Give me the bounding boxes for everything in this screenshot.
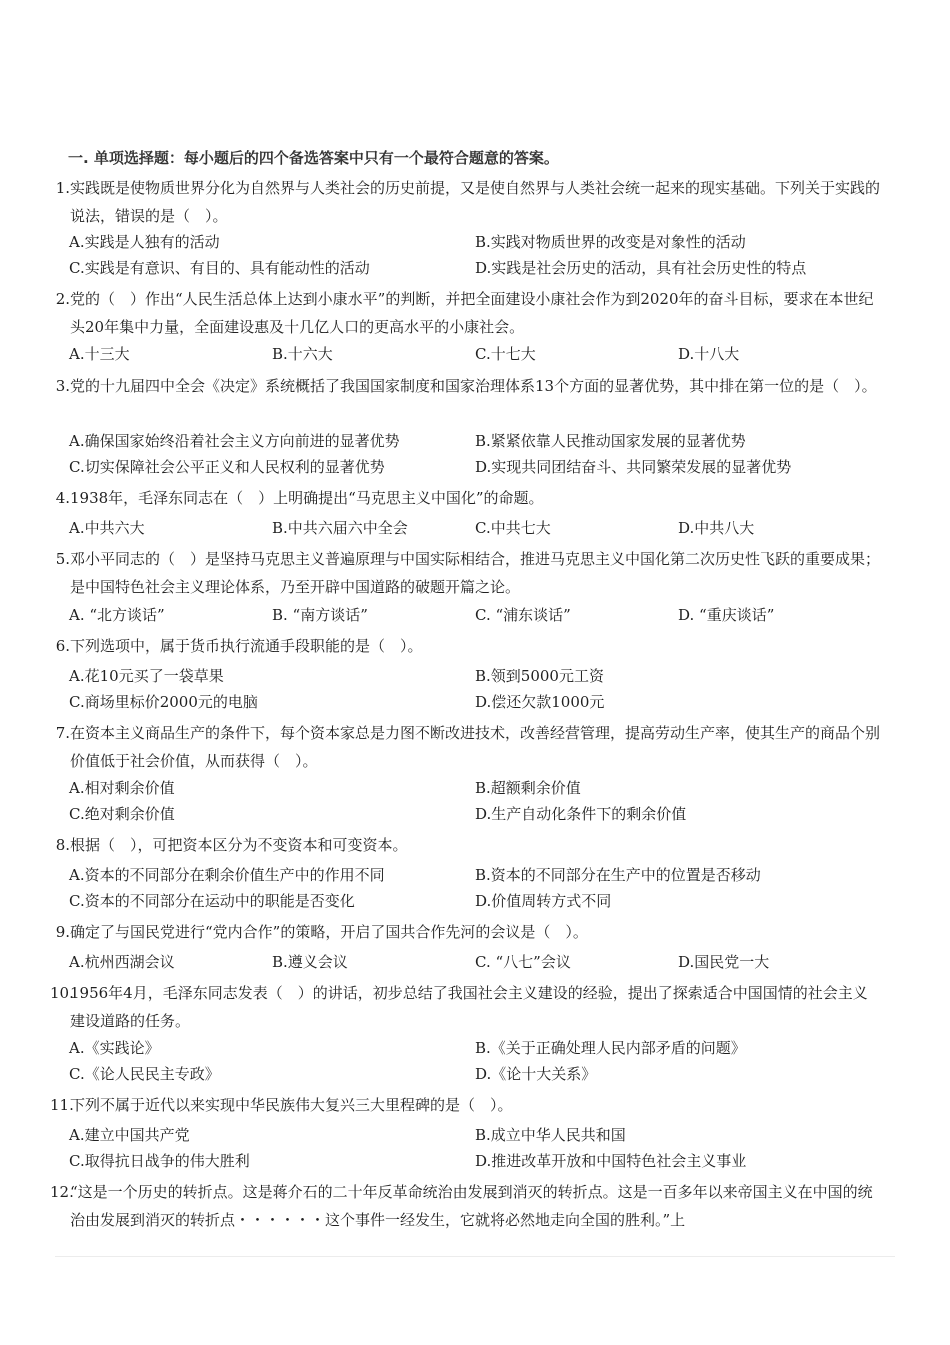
question-text: 下列选项中，属于货币执行流通手段职能的是（ ）。 bbox=[70, 637, 423, 655]
question-text: “这是一个历史的转折点。这是蒋介石的二十年反革命统治由发展到消灭的转折点。这是一百多年以来帝国主义在中国的统治由发展到消灭的转折点・・・・・・这个事件一经发生，它就将必然地走向全国的胜利。”上 bbox=[70, 1183, 873, 1229]
question-text: 在资本主义商品生产的条件下，每个资本家总是力图不断改进技术，改善经营管理，提高劳动生产率，使其生产的商品个别价值低于社会价值，从而获得（ ）。 bbox=[70, 724, 881, 770]
option-a: A.确保国家始终沿着社会主义方向前进的显著优势 bbox=[69, 432, 400, 450]
option-b: B.中共六届六中全会 bbox=[272, 519, 408, 537]
option-c: C.切实保障社会公平正义和人民权利的显著优势 bbox=[69, 458, 385, 476]
question-text: 邓小平同志的（ ）是坚持马克思主义普遍原理与中国实际相结合，推进马克思主义中国化第二次历史性飞跃的重要成果；是中国特色社会主义理论体系，乃至开辟中国道路的破题开篇之论。 bbox=[70, 550, 881, 596]
question-9 bbox=[50, 918, 880, 946]
question-number: 6. bbox=[55, 637, 70, 655]
option-b: B.成立中华人民共和国 bbox=[475, 1126, 626, 1144]
option-c: C.《论人民民主专政》 bbox=[69, 1065, 220, 1083]
option-a: A.《实践论》 bbox=[69, 1039, 160, 1057]
option-a: A.建立中国共产党 bbox=[69, 1126, 190, 1144]
option-b: B.十六大 bbox=[272, 345, 333, 363]
question-7 bbox=[50, 719, 880, 775]
option-a: A.中共六大 bbox=[69, 519, 145, 537]
question-number: 7. bbox=[55, 724, 70, 742]
question-text: 1938年，毛泽东同志在（ ）上明确提出“马克思主义中国化”的命题。 bbox=[70, 489, 544, 507]
option-d: D.推进改革开放和中国特色社会主义事业 bbox=[475, 1152, 747, 1170]
option-b: B.领到5000元工资 bbox=[475, 667, 604, 685]
option-d: D. “重庆谈话” bbox=[678, 606, 775, 624]
option-c: C.十七大 bbox=[475, 345, 536, 363]
question-11 bbox=[50, 1091, 880, 1119]
option-c: C. “浦东谈话” bbox=[475, 606, 571, 624]
option-d: D.偿还欠款1000元 bbox=[475, 693, 605, 711]
option-c: C.商场里标价2000元的电脑 bbox=[69, 693, 258, 711]
option-a: A.相对剩余价值 bbox=[69, 779, 175, 797]
option-d: D.实现共同团结奋斗、共同繁荣发展的显著优势 bbox=[475, 458, 792, 476]
option-b: B.遵义会议 bbox=[272, 953, 348, 971]
question-1 bbox=[50, 174, 880, 230]
question-text: 1956年4月，毛泽东同志发表（ ）的讲话，初步总结了我国社会主义建设的经验，提出了探索适合中国国情的社会主义建设道路的任务。 bbox=[70, 984, 868, 1030]
option-b: B.资本的不同部分在生产中的位置是否移动 bbox=[475, 866, 761, 884]
option-a: A.资本的不同部分在剩余价值生产中的作用不同 bbox=[69, 866, 385, 884]
option-c: C. “八七”会议 bbox=[475, 953, 571, 971]
question-3 bbox=[50, 372, 880, 400]
question-number: 12. bbox=[50, 1183, 74, 1201]
question-2 bbox=[50, 285, 880, 341]
question-number: 2. bbox=[55, 290, 70, 308]
question-text: 确定了与国民党进行“党内合作”的策略，开启了国共合作先河的会议是（ ）。 bbox=[70, 923, 588, 941]
question-6 bbox=[50, 632, 880, 660]
option-d: D.生产自动化条件下的剩余价值 bbox=[475, 805, 687, 823]
question-number: 1. bbox=[55, 179, 70, 197]
question-8 bbox=[50, 831, 880, 859]
option-a: A.杭州西湖会议 bbox=[69, 953, 175, 971]
page-footer-divider bbox=[55, 1256, 895, 1257]
option-d: D.中共八大 bbox=[678, 519, 755, 537]
option-d: D.十八大 bbox=[678, 345, 740, 363]
option-b: B.紧紧依靠人民推动国家发展的显著优势 bbox=[475, 432, 746, 450]
option-d: D.价值周转方式不同 bbox=[475, 892, 612, 910]
question-number: 5. bbox=[55, 550, 70, 568]
question-number: 11. bbox=[50, 1096, 74, 1114]
question-number: 3. bbox=[55, 377, 70, 395]
question-text: 根据（ ），可把资本区分为不变资本和可变资本。 bbox=[70, 836, 408, 854]
question-number: 8. bbox=[55, 836, 70, 854]
question-text: 下列不属于近代以来实现中华民族伟大复兴三大里程碑的是（ ）。 bbox=[70, 1096, 513, 1114]
option-d: D.国民党一大 bbox=[678, 953, 770, 971]
option-c: C.中共七大 bbox=[475, 519, 551, 537]
option-c: C.取得抗日战争的伟大胜利 bbox=[69, 1152, 250, 1170]
question-number: 10. bbox=[50, 984, 74, 1002]
option-c: C.绝对剩余价值 bbox=[69, 805, 175, 823]
option-c: C.资本的不同部分在运动中的职能是否变化 bbox=[69, 892, 355, 910]
option-d: D.实践是社会历史的活动，具有社会历史性的特点 bbox=[475, 259, 807, 277]
option-d: D.《论十大关系》 bbox=[475, 1065, 597, 1083]
option-a: A.花10元买了一袋草果 bbox=[69, 667, 224, 685]
question-text: 实践既是使物质世界分化为自然界与人类社会的历史前提，又是使自然界与人类社会统一起来的现实基础。下列关于实践的说法，错误的是（ ）。 bbox=[70, 179, 881, 225]
question-text: 党的十九届四中全会《决定》系统概括了我国国家制度和国家治理体系13个方面的显著优势，其中排在第一位的是（ ）。 bbox=[70, 377, 877, 395]
section-title: 一. 单项选择题：每小题后的四个备选答案中只有一个最符合题意的答案。 bbox=[68, 149, 559, 167]
question-4 bbox=[50, 484, 880, 512]
option-a: A.实践是人独有的活动 bbox=[69, 233, 220, 251]
question-text: 党的（ ）作出“人民生活总体上达到小康水平”的判断，并把全面建设小康社会作为到2020年的奋斗目标，要求在本世纪头20年集中力量，全面建设惠及十几亿人口的更高水平的小康社会。 bbox=[70, 290, 874, 336]
option-b: B.实践对物质世界的改变是对象性的活动 bbox=[475, 233, 746, 251]
option-c: C.实践是有意识、有目的、具有能动性的活动 bbox=[69, 259, 370, 277]
option-b: B.《关于正确处理人民内部矛盾的问题》 bbox=[475, 1039, 746, 1057]
question-10 bbox=[50, 979, 880, 1035]
option-b: B. “南方谈话” bbox=[272, 606, 368, 624]
question-5 bbox=[50, 545, 880, 601]
question-12 bbox=[50, 1178, 880, 1234]
question-number: 9. bbox=[55, 923, 70, 941]
option-a: A.十三大 bbox=[69, 345, 130, 363]
option-a: A. “北方谈话” bbox=[69, 606, 165, 624]
option-b: B.超额剩余价值 bbox=[475, 779, 581, 797]
question-number: 4. bbox=[55, 489, 70, 507]
